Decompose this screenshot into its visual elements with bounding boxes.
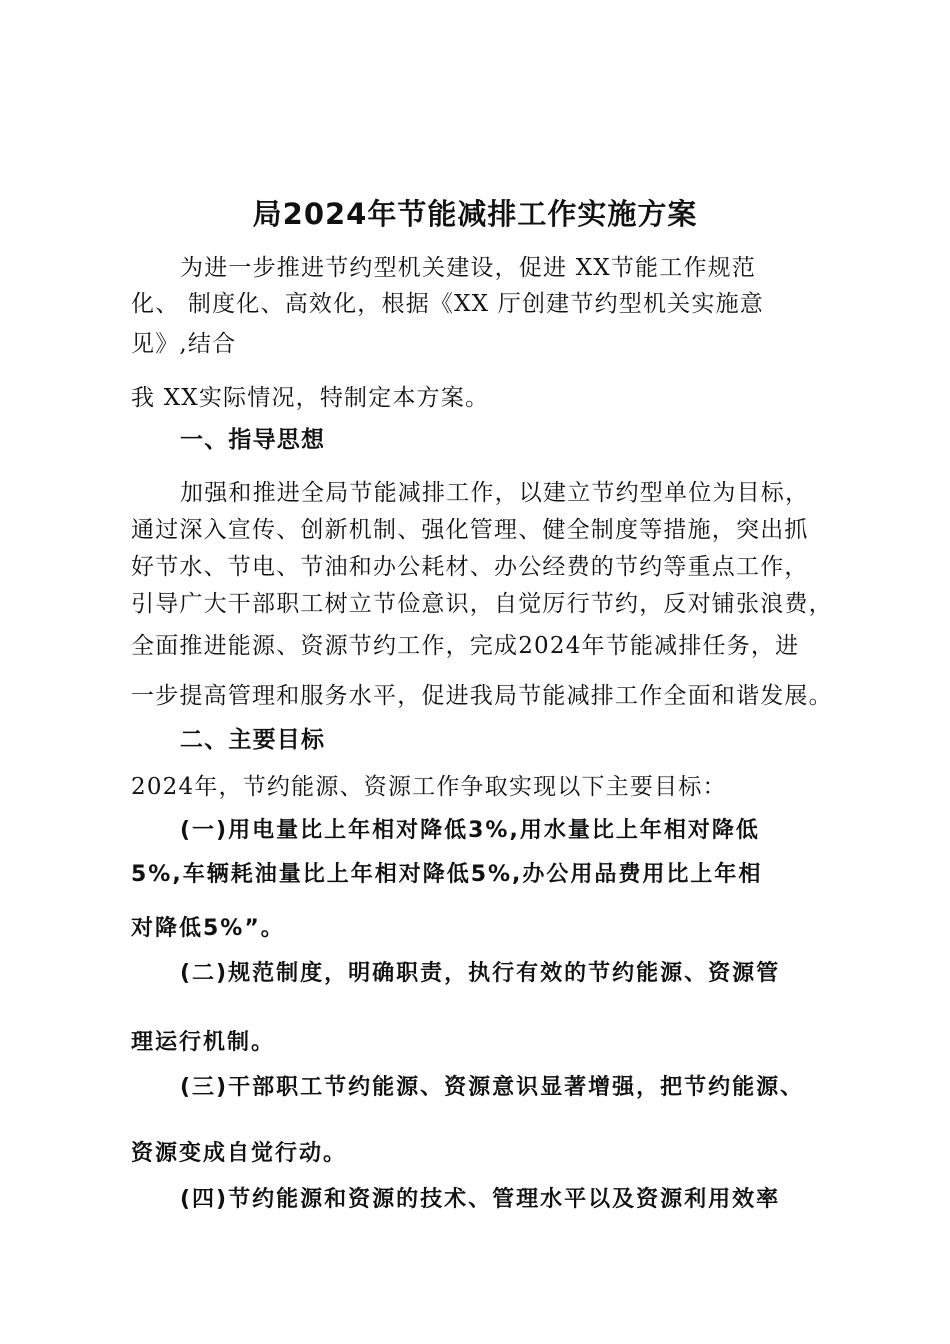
section2-intro: 2024年，节约能源、资源工作争取实现以下主要目标： [131, 774, 727, 800]
section-heading-main-goals: 二、主要目标 [180, 727, 326, 753]
goal-3-line-1: (三)干部职工节约能源、资源意识显著增强，把节约能源、 [180, 1075, 805, 1100]
document-title: 局2024年节能减排工作实施方案 [252, 197, 698, 231]
goal-3-line-2: 资源变成自觉行动。 [131, 1141, 348, 1166]
section1-line-2: 通过深入宣传、创新机制、强化管理、健全制度等措施，突出抓 [131, 517, 809, 543]
intro-line-1: 为进一步推进节约型机关建设，促进 XX节能工作规范 [180, 255, 757, 281]
section1-line-3: 好节水、节电、节油和办公耗材、办公经费的节约等重点工作， [131, 554, 809, 580]
section1-line-4: 引导广大干部职工树立节俭意识，自觉厉行节约，反对铺张浪费， [131, 591, 833, 617]
intro-line-2: 化、 制度化、高效化，根据《XX 厅创建节约型机关实施意 [131, 291, 764, 317]
intro-line-4: 我 XX实际情况，特制定本方案。 [131, 385, 490, 411]
goal-4-line-1: (四)节约能源和资源的技术、管理水平以及资源利用效率 [180, 1187, 781, 1212]
section-heading-guiding-thought: 一、指导思想 [180, 427, 326, 453]
goal-1-line-2: 5%,车辆耗油量比上年相对降低5%,办公用品费用比上年相 [131, 862, 763, 887]
intro-line-3: 见》,结合 [131, 331, 237, 357]
goal-1-line-1: (一)用电量比上年相对降低3%,用水量比上年相对降低 [180, 818, 760, 843]
section1-line-1: 加强和推进全局节能减排工作，以建立节约型单位为目标， [180, 480, 810, 506]
goal-2-line-2: 理运行机制。 [131, 1030, 276, 1055]
goal-1-line-3: 对降低5%”。 [131, 916, 285, 941]
goal-2-line-1: (二)规范制度，明确职责，执行有效的节约能源、资源管 [180, 961, 781, 986]
section1-line-5: 全面推进能源、资源节约工作，完成2024年节能减排任务，进 [131, 633, 800, 659]
section1-line-6: 一步提高管理和服务水平，促进我局节能减排工作全面和谐发展。 [131, 683, 833, 709]
